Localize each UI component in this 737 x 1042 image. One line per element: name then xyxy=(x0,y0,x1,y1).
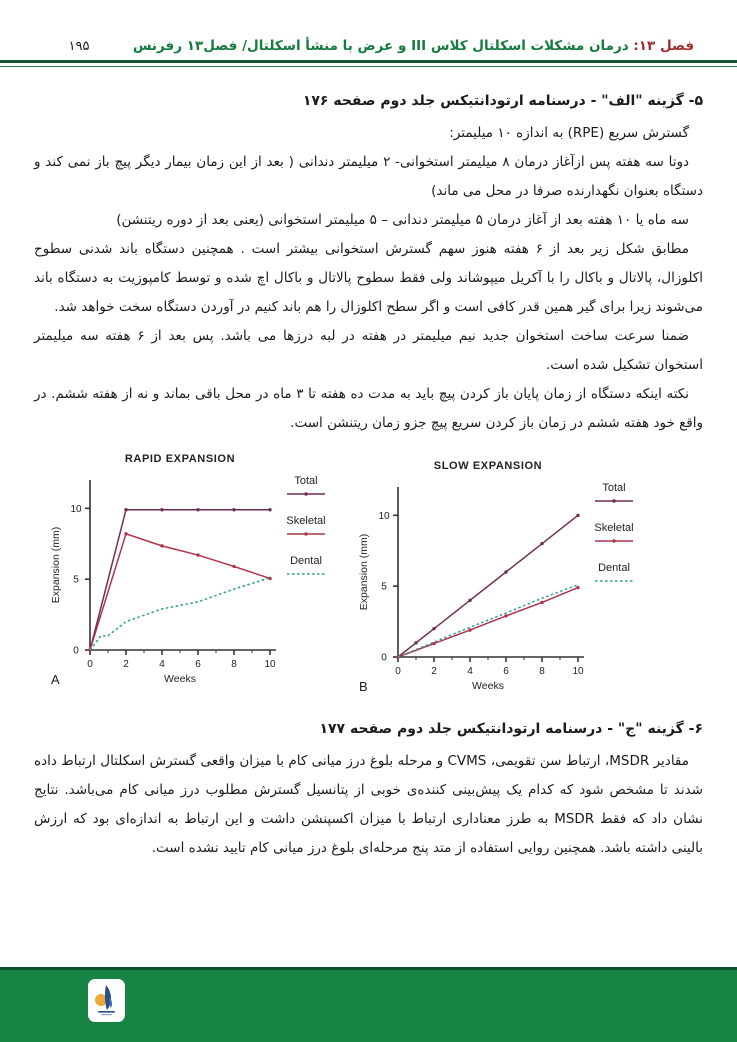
header-title xyxy=(124,38,703,54)
svg-text:Skeletal: Skeletal xyxy=(594,522,634,534)
svg-text:2: 2 xyxy=(123,659,129,670)
sailboat-logo-icon xyxy=(92,983,121,1018)
paragraph: مقادیر MSDR، ارتباط سن تقویمی، CVMS و مرحله بلوغ درز میانی کام با میزان واقعی گسترش اسکلتال ارتباط داده شدند تا مشخص شود که کدام یک پیش‌بینی کننده‌ی خوبی از پتانسیل گسترش مطلوب درز میانی کام می‌باشد. نتایج نشان داد که فقط MSDR به طرز معناداری ارتباط با میزان اکسپنشن داشت و این ارتباط به اندازه‌ای بود که ارزش بالینی داشته باشد. همچنین روایی استفاده از متد پنج مرحله‌ای بلوغ درز میانی کام تایید نشده است. xyxy=(34,753,703,856)
paragraph: دوتا سه هفته پس ازآغاز درمان ۸ میلیمتر استخوانی- ۲ میلیمتر دندانی ( بعد از این زمان بیمار دیگر پیچ باز نمی کند و دستگاه بعنوان نگهدارنده صرفا در محل می ماند) xyxy=(34,154,703,199)
expansion-figure xyxy=(48,448,703,695)
svg-text:SLOW EXPANSION: SLOW EXPANSION xyxy=(433,460,543,472)
svg-text:5: 5 xyxy=(73,574,79,586)
svg-text:Weeks: Weeks xyxy=(164,673,196,685)
rapid-expansion-chart xyxy=(48,448,338,688)
svg-text:0: 0 xyxy=(73,645,79,657)
svg-text:10: 10 xyxy=(572,666,584,677)
svg-text:RAPID EXPANSION: RAPID EXPANSION xyxy=(124,453,236,465)
chapter-title-text: درمان مشکلات اسکلتال کلاس III و عرض با منشأ اسکلتال/ فصل۱۳ رفرنس xyxy=(132,38,634,54)
svg-text:8: 8 xyxy=(539,666,545,677)
svg-text:10: 10 xyxy=(264,659,276,670)
svg-text:Dental: Dental xyxy=(598,562,630,574)
svg-text:4: 4 xyxy=(467,666,473,677)
svg-text:0: 0 xyxy=(395,666,401,677)
svg-text:6: 6 xyxy=(503,666,509,677)
svg-text:0: 0 xyxy=(381,652,387,664)
svg-text:2: 2 xyxy=(431,666,437,677)
svg-text:B: B xyxy=(359,679,368,694)
svg-text:10: 10 xyxy=(378,510,390,522)
svg-text:Dental: Dental xyxy=(290,555,322,567)
section6-title: ۶- گزینه "ج" - درسنامه ارتودانتیکس جلد دوم صفحه ۱۷۷ xyxy=(319,721,703,737)
svg-text:10: 10 xyxy=(70,503,82,515)
svg-text:A: A xyxy=(51,672,60,687)
svg-text:Expansion (mm): Expansion (mm) xyxy=(358,533,370,611)
chapter-label: فصل ۱۳: xyxy=(633,38,695,54)
svg-text:Expansion (mm): Expansion (mm) xyxy=(50,526,62,604)
paragraph: ضمنا سرعت ساخت استخوان جدید نیم میلیمتر در هفته در لبه درزها می باشد. پس بعد از ۶ هفته سه میلیمتر استخوان تشکیل شده است. xyxy=(34,328,703,373)
svg-text:Total: Total xyxy=(294,475,318,487)
paragraph: مطابق شکل زیر بعد از ۶ هفته هنوز سهم گسترش استخوانی بیشتر است . همچنین دستگاه باند شدنی سطوح اکلوزال، پالاتال و باکال را با آکریل میپوشاند ولی فقط سطوح پالاتال و باکال اچ شده و توسط کامپوزیت به دستگاه باند می‌شوند زیرا برای گیر همین قدر کافی است و اگر سطح اکلوزال را هم باند کنیم در آوردن دستگاه سخت خواهد شد. xyxy=(34,241,703,315)
page-content xyxy=(0,67,737,863)
svg-text:4: 4 xyxy=(159,659,165,670)
svg-text:Total: Total xyxy=(602,482,626,494)
footer-band xyxy=(0,967,737,1042)
slow-expansion-chart xyxy=(356,455,646,695)
header-divider xyxy=(0,60,737,67)
section5-title: ۵- گزینه "الف" - درسنامه ارتودانتیکس جلد دوم صفحه ۱۷۶ xyxy=(302,93,703,109)
svg-text:5: 5 xyxy=(381,581,387,593)
page-header xyxy=(0,0,737,60)
page-number: ۱۹۵ xyxy=(68,39,90,54)
svg-text:Skeletal: Skeletal xyxy=(286,515,326,527)
paragraph: نکته اینکه دستگاه از زمان پایان باز کردن پیچ باید به مدت ده هفته تا ۳ ماه در محل باقی بماند و نه از هفته ششم. در واقع خود هفته ششم در زمان باز کردن سریع پیچ جزو زمان ریتنشن است. xyxy=(34,386,703,431)
svg-text:0: 0 xyxy=(87,659,93,670)
publisher-logo xyxy=(88,979,125,1022)
svg-text:6: 6 xyxy=(195,659,201,670)
section5-subtitle: گسترش سریع (RPE) به اندازه ۱۰ میلیمتر: xyxy=(449,125,689,141)
paragraph: سه ماه یا ۱۰ هفته بعد از آغاز درمان ۵ میلیمتر دندانی – ۵ میلیمتر استخوانی (یعنی بعد از دوره ریتنشن) xyxy=(116,212,689,228)
svg-text:Weeks: Weeks xyxy=(472,680,504,692)
svg-text:8: 8 xyxy=(231,659,237,670)
